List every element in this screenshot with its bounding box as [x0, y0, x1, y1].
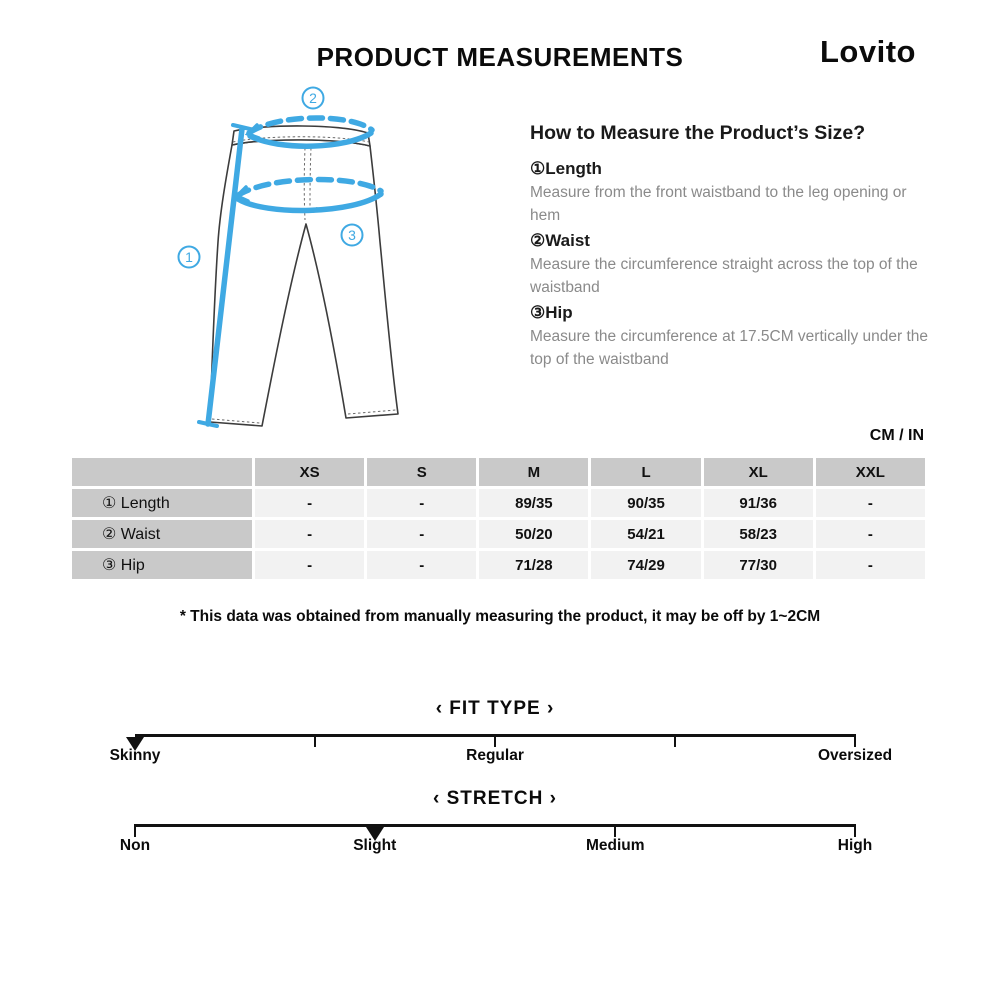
- marker-3-label: 3: [348, 227, 356, 243]
- cell-hip-xs: -: [255, 551, 364, 579]
- col-header-l: L: [591, 458, 700, 486]
- row-label-length: ① Length: [72, 489, 252, 517]
- marker-2-label: 2: [309, 90, 317, 106]
- col-header-xl: XL: [704, 458, 813, 486]
- fit-type-title: ‹ FIT TYPE ›: [435, 698, 555, 719]
- measurement-disclaimer: * This data was obtained from manually measuring the product, it may be off by 1~2CM: [179, 608, 821, 625]
- cell-waist-xxl: -: [816, 520, 925, 548]
- brand-logo: Lovito: [820, 34, 916, 69]
- cell-hip-l: 74/29: [591, 551, 700, 579]
- cell-hip-xl: 77/30: [704, 551, 813, 579]
- measure-step-waist: [530, 229, 932, 299]
- cell-waist-xl: 58/23: [704, 520, 813, 548]
- cell-hip-xxl: -: [816, 551, 925, 579]
- scale-label-skinny: Skinny: [109, 747, 161, 764]
- col-header-xxl: XXL: [816, 458, 925, 486]
- cell-length-m: 89/35: [479, 489, 588, 517]
- scale-label-oversized: Oversized: [817, 747, 893, 764]
- scale-tick: [134, 824, 136, 837]
- col-header-m: M: [479, 458, 588, 486]
- col-header-xs: XS: [255, 458, 364, 486]
- table-row-hip: [72, 551, 925, 579]
- page-title: PRODUCT MEASUREMENTS: [316, 42, 684, 72]
- row-label-hip: ③ Hip: [72, 551, 252, 579]
- scale-tick: [854, 824, 856, 837]
- scale-label-medium: Medium: [585, 837, 645, 854]
- pants-measurement-diagram: [150, 82, 502, 440]
- scale-tick: [674, 734, 676, 747]
- scale-label-high: High: [837, 837, 873, 854]
- scale-label-non: Non: [119, 837, 151, 854]
- table-header-row: [72, 458, 925, 486]
- step-label-hip: ③Hip: [530, 303, 573, 322]
- step-desc-waist: Measure the circumference straight across the top of the waistband: [530, 256, 918, 296]
- cell-length-l: 90/35: [591, 489, 700, 517]
- scale-tick: [314, 734, 316, 747]
- row-label-waist: ② Waist: [72, 520, 252, 548]
- stretch-track: [135, 824, 855, 827]
- scale-tick: [494, 734, 496, 747]
- scale-tick: [854, 734, 856, 747]
- cell-hip-m: 71/28: [479, 551, 588, 579]
- how-to-measure-heading: How to Measure the Product’s Size?: [530, 122, 866, 144]
- fit-type-track: [135, 734, 855, 737]
- cell-length-s: -: [367, 489, 476, 517]
- how-to-measure-section: [530, 122, 932, 373]
- step-label-length: ①Length: [530, 159, 602, 178]
- cell-waist-s: -: [367, 520, 476, 548]
- step-label-waist: ②Waist: [530, 231, 590, 250]
- fit-type-scale: [109, 698, 893, 769]
- table-row-waist: [72, 520, 925, 548]
- table-row-length: [72, 489, 925, 517]
- cell-length-xxl: -: [816, 489, 925, 517]
- cell-waist-xs: -: [255, 520, 364, 548]
- measurements-table: [69, 455, 928, 582]
- scale-label-regular: Regular: [466, 747, 524, 764]
- step-desc-length: Measure from the front waistband to the leg opening or hem: [530, 184, 907, 224]
- unit-label: CM / IN: [869, 427, 924, 444]
- marker-1-label: 1: [185, 249, 193, 265]
- col-header-s: S: [367, 458, 476, 486]
- cell-waist-l: 54/21: [591, 520, 700, 548]
- cell-length-xs: -: [255, 489, 364, 517]
- cell-hip-s: -: [367, 551, 476, 579]
- scale-label-slight: Slight: [353, 837, 397, 854]
- measure-step-hip: [530, 301, 932, 371]
- stretch-scale: [119, 788, 873, 859]
- cell-length-xl: 91/36: [704, 489, 813, 517]
- measure-step-length: [530, 157, 932, 227]
- cell-waist-m: 50/20: [479, 520, 588, 548]
- stretch-labels: [119, 837, 873, 859]
- step-desc-hip: Measure the circumference at 17.5CM vertically under the top of the waistband: [530, 328, 929, 368]
- scale-tick: [614, 824, 616, 837]
- fit-type-labels: [109, 747, 893, 769]
- stretch-title: ‹ STRETCH ›: [433, 788, 557, 809]
- table-corner-cell: [72, 458, 252, 486]
